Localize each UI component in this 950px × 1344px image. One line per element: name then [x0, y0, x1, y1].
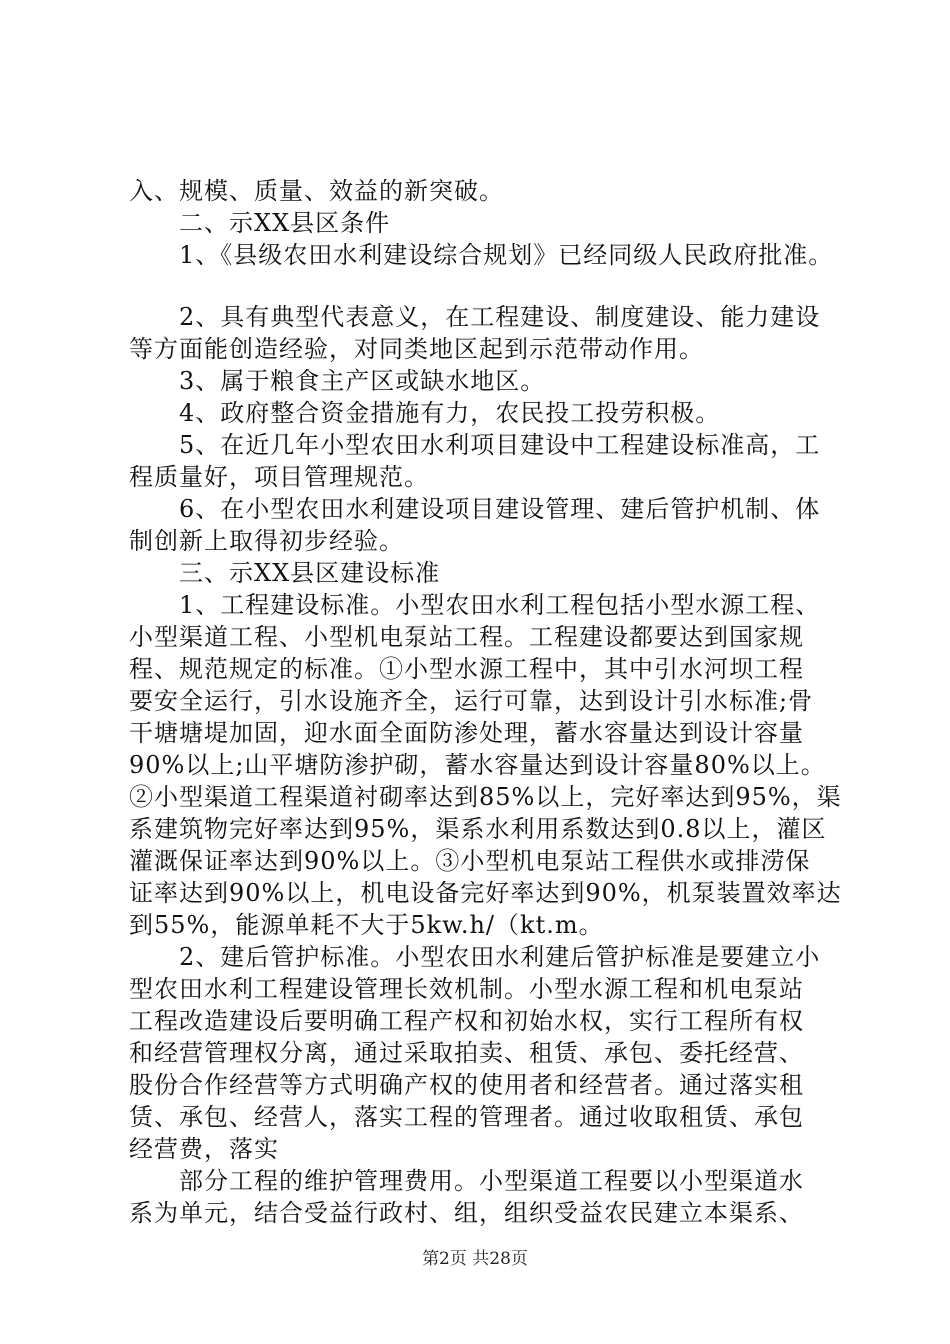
text-line: 程质量好，项目管理规范。: [129, 463, 429, 491]
text-line: 部分工程的维护管理费用。小型渠道工程要以小型渠道水: [129, 1167, 804, 1195]
text-line: 制创新上取得初步经验。: [129, 527, 404, 555]
text-line: 赁、承包、经营人，落实工程的管理者。通过收取租赁、承包: [129, 1103, 804, 1131]
text-line: 灌溉保证率达到90%以上。③小型机电泵站工程供水或排涝保: [129, 847, 811, 875]
document-body: [129, 175, 842, 1229]
text-line: 和经营管理权分离，通过采取拍卖、租赁、承包、委托经营、: [129, 1039, 804, 1067]
text-line: 要安全运行，引水设施齐全，运行可靠，达到设计引水标准;骨: [129, 687, 814, 715]
text-line: 2、建后管护标准。小型农田水利建后管护标准是要建立小: [129, 943, 821, 971]
text-line: 等方面能创造经验，对同类地区起到示范带动作用。: [129, 335, 704, 363]
text-line: 小型渠道工程、小型机电泵站工程。工程建设都要达到国家规: [129, 623, 804, 651]
text-line: 90%以上;山平塘防渗护砌，蓄水容量达到设计容量80%以上。: [129, 751, 826, 779]
text-line: 2、具有典型代表意义，在工程建设、制度建设、能力建设: [129, 303, 821, 331]
page-footer: 第2页 共28页: [422, 1249, 528, 1269]
text-line: 股份合作经营等方式明确产权的使用者和经营者。通过落实租: [129, 1071, 804, 1099]
text-line: 证率达到90%以上，机电设备完好率达到90%，机泵装置效率达: [129, 879, 842, 907]
text-line: 5、在近几年小型农田水利项目建设中工程建设标准高，工: [129, 431, 821, 459]
blank-line: [129, 271, 829, 301]
text-line: 6、在小型农田水利建设项目建设管理、建后管护机制、体: [129, 495, 821, 523]
text-line: 1、《县级农田水利建设综合规划》已经同级人民政府批准。: [129, 241, 834, 269]
text-line: 系为单元，结合受益行政村、组，组织受益农民建立本渠系、: [129, 1199, 804, 1227]
text-line: 到55%，能源单耗不大于5kw.h/（kt.m。: [129, 911, 604, 939]
text-line: 3、属于粮食主产区或缺水地区。: [129, 367, 546, 395]
text-line: 工程改造建设后要明确工程产权和初始水权，实行工程所有权: [129, 1007, 804, 1035]
text-line: 4、政府整合资金措施有力，农民投工投劳积极。: [129, 399, 721, 427]
text-line: 入、规模、质量、效益的新突破。: [129, 177, 504, 205]
text-line: 1、工程建设标准。小型农田水利工程包括小型水源工程、: [129, 591, 821, 619]
text-line: 系建筑物完好率达到95%，渠系水利用系数达到0.8以上，灌区: [129, 815, 827, 843]
text-line: 经营费，落实: [129, 1135, 279, 1163]
text-line: 程、规范规定的标准。①小型水源工程中，其中引水河坝工程: [129, 655, 804, 683]
text-line: 干塘塘堤加固，迎水面全面防渗处理，蓄水容量达到设计容量: [129, 719, 804, 747]
text-line: 二、示XX县区条件: [129, 209, 391, 237]
text-line: 型农田水利工程建设管理长效机制。小型水源工程和机电泵站: [129, 975, 804, 1003]
text-line: 三、示XX县区建设标准: [129, 559, 441, 587]
text-line: ②小型渠道工程渠道衬砌率达到85%以上，完好率达到95%，渠: [129, 783, 842, 811]
